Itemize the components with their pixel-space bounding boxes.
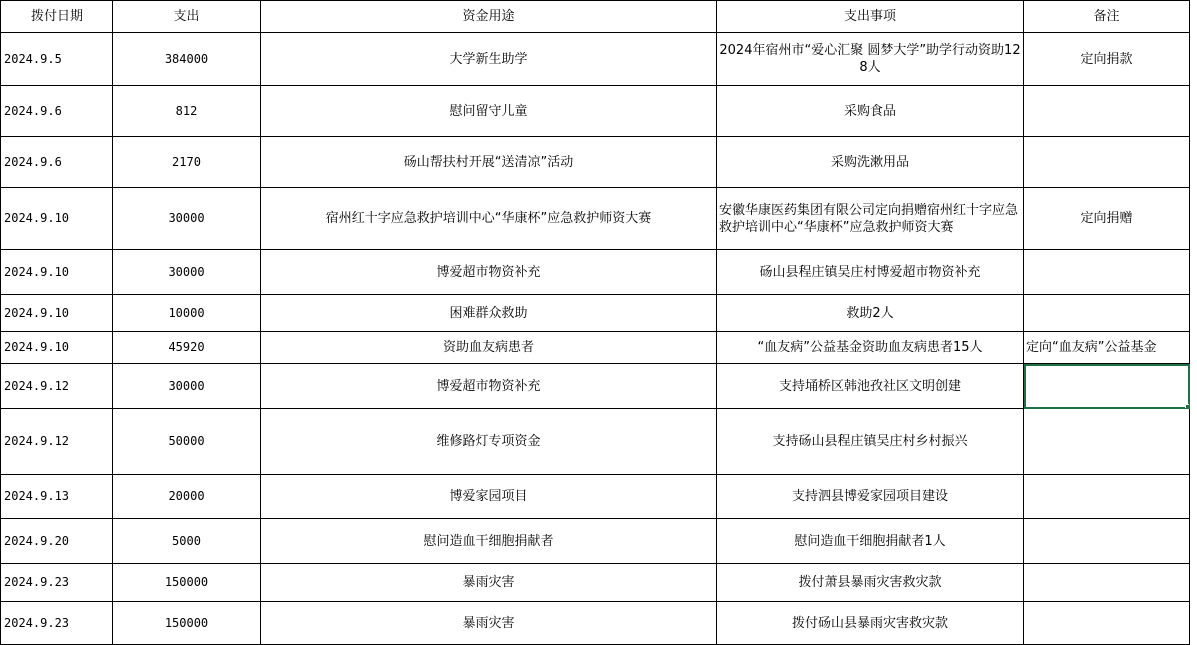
cell-date[interactable]: 2024.9.5 bbox=[1, 33, 113, 86]
cell-purpose[interactable]: 慰问留守儿童 bbox=[261, 86, 717, 137]
table-row bbox=[1, 364, 1190, 409]
header-row bbox=[1, 1, 1190, 33]
cell-note[interactable] bbox=[1024, 519, 1190, 564]
cell-purpose[interactable]: 困难群众救助 bbox=[261, 295, 717, 332]
cell-date[interactable]: 2024.9.10 bbox=[1, 332, 113, 364]
cell-amount[interactable]: 2170 bbox=[113, 137, 261, 188]
cell-note[interactable] bbox=[1024, 250, 1190, 295]
cell-date[interactable]: 2024.9.20 bbox=[1, 519, 113, 564]
table-row bbox=[1, 564, 1190, 602]
cell-note[interactable] bbox=[1024, 475, 1190, 519]
cell-item[interactable]: 支持埇桥区韩池孜社区文明创建 bbox=[717, 364, 1024, 409]
cell-purpose[interactable]: 宿州红十字应急救护培训中心“华康杯”应急救护师资大赛 bbox=[261, 188, 717, 250]
cell-amount[interactable]: 20000 bbox=[113, 475, 261, 519]
cell-purpose[interactable]: 维修路灯专项资金 bbox=[261, 409, 717, 475]
cell-item[interactable]: 拨付萧县暴雨灾害救灾款 bbox=[717, 564, 1024, 602]
table-row bbox=[1, 137, 1190, 188]
cell-item[interactable]: 慰问造血干细胞捐献者1人 bbox=[717, 519, 1024, 564]
cell-date[interactable]: 2024.9.12 bbox=[1, 364, 113, 409]
cell-amount[interactable]: 50000 bbox=[113, 409, 261, 475]
cell-note[interactable] bbox=[1024, 295, 1190, 332]
cell-date[interactable]: 2024.9.13 bbox=[1, 475, 113, 519]
cell-item[interactable]: “血友病”公益基金资助血友病患者15人 bbox=[717, 332, 1024, 364]
cell-amount[interactable]: 384000 bbox=[113, 33, 261, 86]
cell-item[interactable]: 砀山县程庄镇吴庄村博爱超市物资补充 bbox=[717, 250, 1024, 295]
cell-amount[interactable]: 30000 bbox=[113, 364, 261, 409]
cell-note[interactable] bbox=[1024, 137, 1190, 188]
header-purpose[interactable]: 资金用途 bbox=[261, 1, 717, 33]
cell-item[interactable]: 拨付砀山县暴雨灾害救灾款 bbox=[717, 602, 1024, 645]
table-row bbox=[1, 250, 1190, 295]
cell-date[interactable]: 2024.9.10 bbox=[1, 250, 113, 295]
cell-purpose[interactable]: 博爱超市物资补充 bbox=[261, 364, 717, 409]
cell-date[interactable]: 2024.9.6 bbox=[1, 86, 113, 137]
cell-purpose[interactable]: 资助血友病患者 bbox=[261, 332, 717, 364]
cell-purpose[interactable]: 博爱家园项目 bbox=[261, 475, 717, 519]
header-note[interactable]: 备注 bbox=[1024, 1, 1190, 33]
cell-amount[interactable]: 10000 bbox=[113, 295, 261, 332]
cell-amount[interactable]: 5000 bbox=[113, 519, 261, 564]
cell-item[interactable]: 支持砀山县程庄镇吴庄村乡村振兴 bbox=[717, 409, 1024, 475]
cell-note[interactable] bbox=[1024, 564, 1190, 602]
cell-date[interactable]: 2024.9.12 bbox=[1, 409, 113, 475]
cell-amount[interactable]: 30000 bbox=[113, 250, 261, 295]
cell-amount[interactable]: 150000 bbox=[113, 602, 261, 645]
cell-amount[interactable]: 45920 bbox=[113, 332, 261, 364]
cell-amount[interactable]: 150000 bbox=[113, 564, 261, 602]
cell-purpose[interactable]: 大学新生助学 bbox=[261, 33, 717, 86]
cell-item[interactable]: 采购洗漱用品 bbox=[717, 137, 1024, 188]
cell-item[interactable]: 2024年宿州市“爱心汇聚 圆梦大学”助学行动资助128人 bbox=[717, 33, 1024, 86]
table-row bbox=[1, 295, 1190, 332]
cell-date[interactable]: 2024.9.6 bbox=[1, 137, 113, 188]
cell-note[interactable] bbox=[1024, 602, 1190, 645]
cell-date[interactable]: 2024.9.23 bbox=[1, 564, 113, 602]
cell-note[interactable] bbox=[1024, 409, 1190, 475]
cell-purpose[interactable]: 暴雨灾害 bbox=[261, 602, 717, 645]
table-row bbox=[1, 86, 1190, 137]
table-row bbox=[1, 475, 1190, 519]
cell-date[interactable]: 2024.9.10 bbox=[1, 295, 113, 332]
cell-amount[interactable]: 30000 bbox=[113, 188, 261, 250]
header-item[interactable]: 支出事项 bbox=[717, 1, 1024, 33]
cell-note[interactable] bbox=[1024, 86, 1190, 137]
cell-purpose[interactable]: 暴雨灾害 bbox=[261, 564, 717, 602]
cell-item[interactable]: 救助2人 bbox=[717, 295, 1024, 332]
table-row bbox=[1, 332, 1190, 364]
table-row bbox=[1, 602, 1190, 645]
header-amount[interactable]: 支出 bbox=[113, 1, 261, 33]
cell-date[interactable]: 2024.9.23 bbox=[1, 602, 113, 645]
cell-purpose[interactable]: 砀山帮扶村开展“送清凉”活动 bbox=[261, 137, 717, 188]
cell-item[interactable]: 采购食品 bbox=[717, 86, 1024, 137]
cell-purpose[interactable]: 博爱超市物资补充 bbox=[261, 250, 717, 295]
cell-item[interactable]: 安徽华康医药集团有限公司定向捐赠宿州红十字应急救护培训中心“华康杯”应急救护师资大赛 bbox=[717, 188, 1024, 250]
cell-date[interactable]: 2024.9.10 bbox=[1, 188, 113, 250]
cell-note[interactable]: 定向捐赠 bbox=[1024, 188, 1190, 250]
table-row bbox=[1, 188, 1190, 250]
table-row bbox=[1, 409, 1190, 475]
cell-item[interactable]: 支持泗县博爱家园项目建设 bbox=[717, 475, 1024, 519]
cell-note-selected[interactable] bbox=[1024, 364, 1190, 409]
cell-purpose[interactable]: 慰问造血干细胞捐献者 bbox=[261, 519, 717, 564]
cell-amount[interactable]: 812 bbox=[113, 86, 261, 137]
cell-note[interactable]: 定向捐款 bbox=[1024, 33, 1190, 86]
header-date[interactable]: 拨付日期 bbox=[1, 1, 113, 33]
table-row bbox=[1, 519, 1190, 564]
cell-note[interactable]: 定向“血友病”公益基金 bbox=[1024, 332, 1190, 364]
table-row bbox=[1, 33, 1190, 86]
